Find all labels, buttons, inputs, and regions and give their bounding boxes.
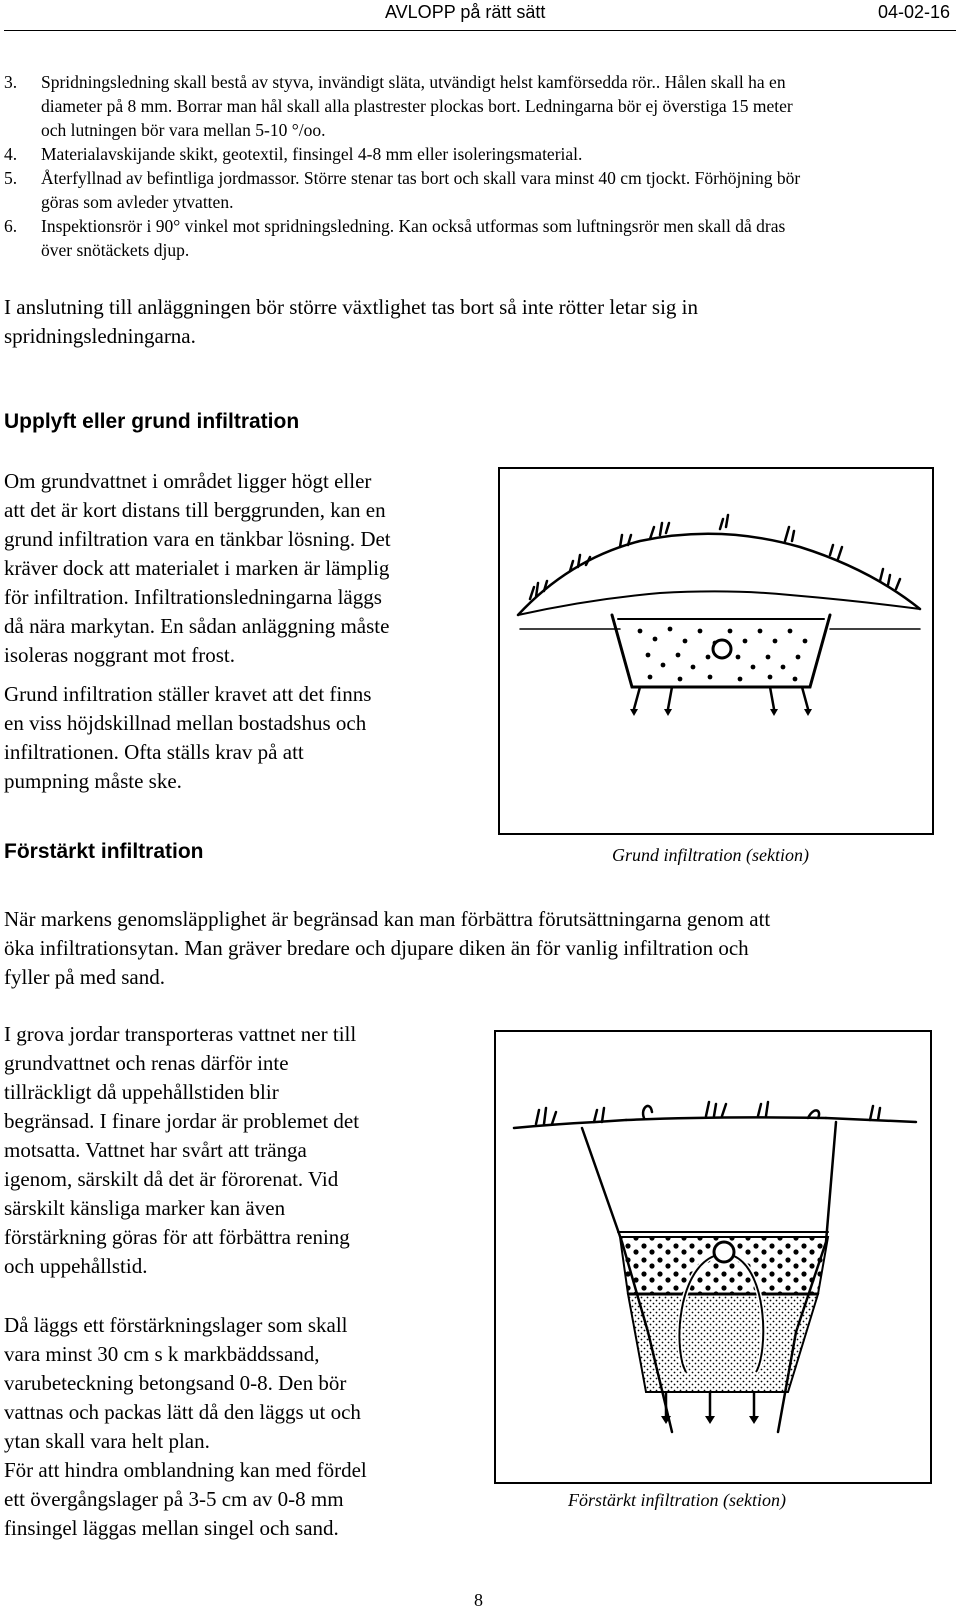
figure-caption-grund-infiltration: Grund infiltration (sektion): [612, 845, 809, 865]
document-date: 04-02-16: [877, 2, 950, 22]
text-line: isoleras noggrant mot frost.: [4, 643, 235, 667]
forstarkt-infiltration-illustration: [496, 1032, 930, 1482]
text-line: För att hindra omblandning kan med fördel: [4, 1458, 367, 1482]
intro-paragraph: [4, 293, 944, 351]
figure-grund-infiltration: [498, 467, 934, 835]
grund-infiltration-illustration: [500, 469, 932, 833]
numbered-list: [4, 70, 944, 262]
list-number: 6.: [4, 216, 18, 236]
list-item: [4, 70, 944, 142]
text-line: I anslutning till anläggningen bör större växtlighet tas bort så inte rötter letar sig in: [4, 295, 699, 319]
list-line: över snötäckets djup.: [41, 240, 190, 260]
list-number: 3.: [4, 72, 18, 92]
text-line: pumpning måste ske.: [4, 769, 182, 793]
text-line: grundvattnet och renas därför inte: [4, 1051, 289, 1075]
page-header: [0, 0, 960, 26]
text-line: särskilt känsliga marker kan även: [4, 1196, 286, 1220]
text-line: spridningsledningarna.: [4, 324, 196, 348]
text-line: att det är kort distans till berggrunden, kan en: [4, 498, 386, 522]
list-number: 5.: [4, 168, 18, 188]
text-line: och uppehållstid.: [4, 1254, 148, 1278]
list-line: Inspektionsrör i 90° vinkel mot spridningsledning. Kan också utformas som luftningsrör men skall då dras: [41, 216, 786, 236]
list-number: 4.: [4, 144, 18, 164]
text-line: Då läggs ett förstärkningslager som skall: [4, 1313, 348, 1337]
list-line: och lutningen bör vara mellan 5-10 °/oo.: [41, 120, 326, 140]
section2-paragraph-3: [4, 1311, 474, 1543]
header-rule: [4, 30, 956, 31]
text-line: öka infiltrationsytan. Man gräver bredare och djupare diken än för vanlig infiltration och: [4, 936, 749, 960]
text-line: finsingel läggas mellan singel och sand.: [4, 1516, 339, 1540]
section2-paragraph-2: [4, 1020, 474, 1281]
document-title: AVLOPP på rätt sätt: [385, 2, 546, 22]
text-line: I grova jordar transporteras vattnet ner till: [4, 1022, 357, 1046]
section2-paragraph-1: [4, 905, 944, 992]
text-line: varubeteckning betongsand 0-8. Den bör: [4, 1371, 347, 1395]
text-line: motsatta. Vattnet har svårt att tränga: [4, 1138, 307, 1162]
text-line: förstärkning göras för att förbättra rening: [4, 1225, 350, 1249]
text-line: Grund infiltration ställer kravet att det finns: [4, 682, 372, 706]
text-line: När markens genomsläpplighet är begränsad kan man förbättra förutsättningarna genom att: [4, 907, 771, 931]
text-line: ett övergångslager på 3-5 cm av 0-8 mm: [4, 1487, 344, 1511]
list-line: Materialavskijande skikt, geotextil, finsingel 4-8 mm eller isoleringsmaterial.: [41, 144, 583, 164]
list-line: Spridningsledning skall bestå av styva, invändigt släta, utvändigt helst kamförsedda rör.. Hålen skall ha en: [41, 72, 786, 92]
figure-caption-forstarkt-infiltration: Förstärkt infiltration (sektion): [568, 1490, 786, 1510]
list-item: [4, 214, 944, 262]
text-line: en viss höjdskillnad mellan bostadshus och: [4, 711, 367, 735]
list-line: göras som avleder ytvatten.: [41, 192, 234, 212]
text-line: tillräckligt då uppehållstiden blir: [4, 1080, 279, 1104]
section1-paragraph-2: [4, 680, 474, 796]
list-line: diameter på 8 mm. Borrar man hål skall alla plastrester plockas bort. Ledningarna bör ej överstiga 15 meter: [41, 96, 793, 116]
text-line: igenom, särskilt då det är förorenat. Vid: [4, 1167, 339, 1191]
text-line: ytan skall vara helt plan.: [4, 1429, 210, 1453]
text-line: för infiltration. Infiltrationsledningarna läggs: [4, 585, 382, 609]
text-line: vattnas och packas lätt då den läggs ut och: [4, 1400, 361, 1424]
text-line: infiltrationen. Ofta ställs krav på att: [4, 740, 304, 764]
figure-forstarkt-infiltration: [494, 1030, 932, 1484]
page-number: 8: [474, 1590, 483, 1610]
list-line: Återfyllnad av befintliga jordmassor. Större stenar tas bort och skall vara minst 40 cm tjockt. Förhöjning bör: [41, 168, 801, 188]
text-line: grund infiltration vara en tänkbar lösning. Det: [4, 527, 391, 551]
list-item: [4, 166, 944, 214]
section-heading-forstarkt-infiltration: Förstärkt infiltration: [4, 840, 204, 863]
text-line: Om grundvattnet i området ligger högt eller: [4, 469, 372, 493]
text-line: då nära markytan. En sådan anläggning måste: [4, 614, 390, 638]
list-item: [4, 142, 944, 166]
text-line: begränsad. I finare jordar är problemet det: [4, 1109, 360, 1133]
section1-paragraph-1: [4, 467, 474, 670]
text-line: vara minst 30 cm s k markbäddssand,: [4, 1342, 320, 1366]
text-line: fyller på med sand.: [4, 965, 165, 989]
text-line: kräver dock att materialet i marken är lämplig: [4, 556, 390, 580]
section-heading-grund-infiltration: Upplyft eller grund infiltration: [4, 410, 300, 433]
